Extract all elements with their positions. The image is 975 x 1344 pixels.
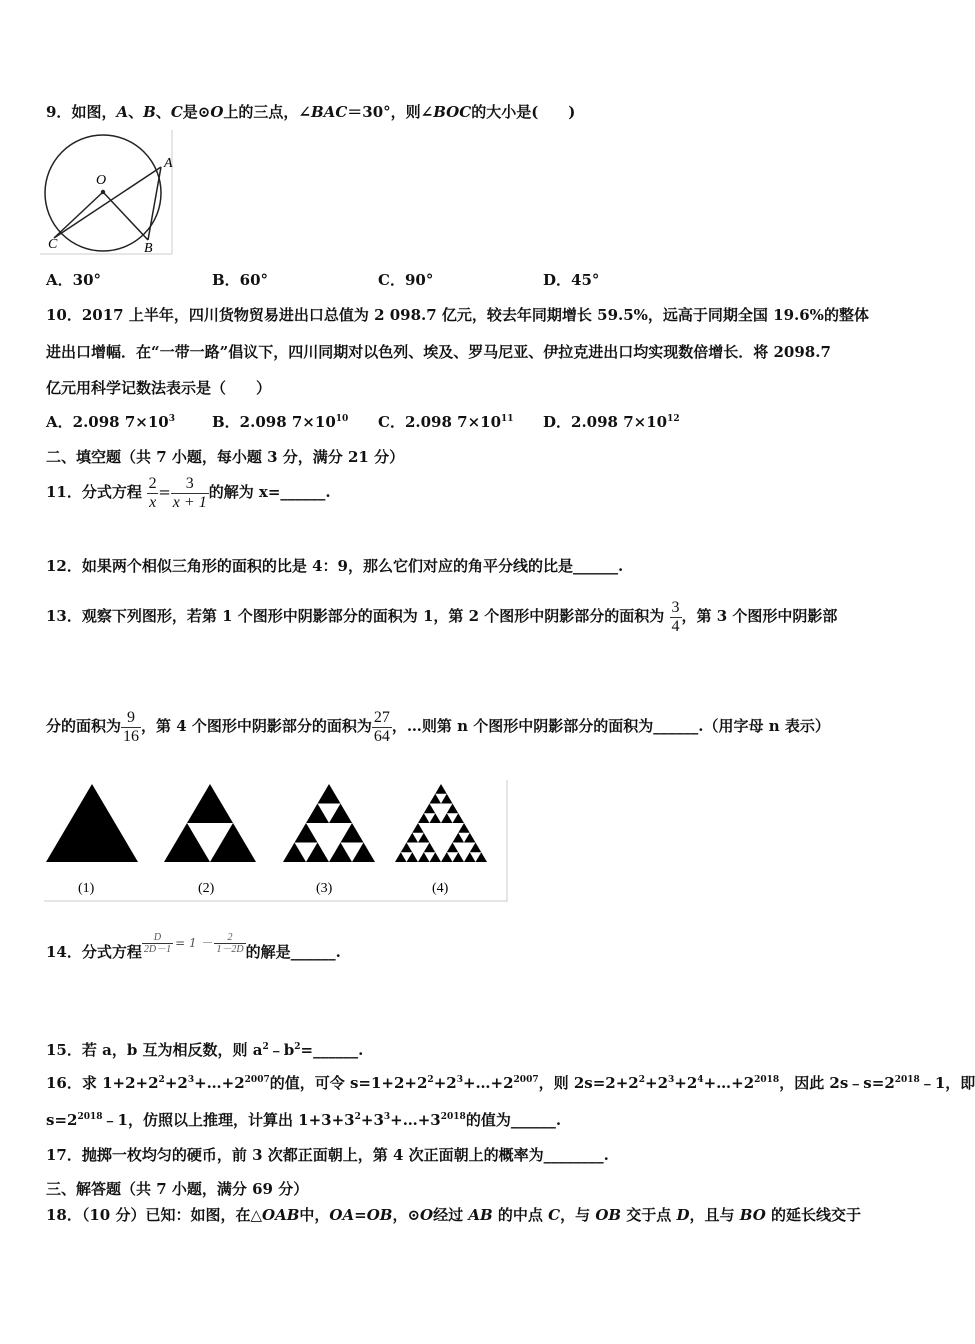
question-18: 18．（10 分）已知：如图，在△OAB中，OA=OB，⊙O经过 AB 的中点 C，与 OB 交于点 D，且与 BO 的延长线交于 xyxy=(46,1206,862,1224)
q11-rhs-fraction: $\frac{3}{x + 1}$ xyxy=(172,474,207,511)
q10-option-b: B．2.098 $7\times 10^{10}$ xyxy=(212,413,349,431)
label-B: B xyxy=(144,241,153,256)
section-2-heading: 二、填空题（共 7 小题，每小题 3 分，满分 21 分） xyxy=(46,448,405,466)
label-O: O xyxy=(96,173,107,188)
question-10-line3: 亿元用科学记数法表示是（ ） xyxy=(46,379,272,397)
q13-fraction-3-4: $\frac{3}{4}$ xyxy=(671,598,680,635)
q13-fraction-27-64: $\frac{27}{64}$ xyxy=(373,708,390,745)
caption-4: (4) xyxy=(432,881,449,896)
question-9-stem: 9．如图，A、B、C是⊙O上的三点，∠BAC＝30°，则∠BOC的大小是( ) xyxy=(46,103,576,121)
question-16-line1: 16．求 $1+2+2^2+2^3+\dots+2^{2007}$的值，可令 $s=1+2+2^2+2^3+\dots+2^{2007}$，则 $2s=2+2^2+2^3+2^4+\dots+2^{2018}$，因此 $2s﹣s=2^{2018}﹣1$，即 xyxy=(46,1074,975,1092)
question-17: 17．抛掷一枚均匀的硬币，前 3 次都正面朝上，第 4 次正面朝上的概率为________. xyxy=(46,1146,609,1164)
question-12: 12．如果两个相似三角形的面积的比是 4：9，那么它们对应的角平分线的比是______. xyxy=(46,557,624,575)
q9-option-b: B．60° xyxy=(212,271,269,289)
question-16-line2: $s=2^{2018}﹣1$，仿照以上推理，计算出 $1+3+3^2+3^3+\dots+3^{2018}$的值为______. xyxy=(46,1111,562,1129)
caption-1: (1) xyxy=(78,881,95,896)
circle-diagram xyxy=(40,130,180,255)
q11-lhs-fraction: $\frac{2}{x}$ xyxy=(148,474,157,511)
question-13-line2: 分的面积为 $\frac{9}{16}$ ，第 4 个图形中阴影部分的面积为 $\frac{27}{64}$ ，…则第 n 个图形中阴影部分的面积为______.（用字母 n 表示） xyxy=(46,708,830,745)
question-14: 14．分式方程 $\frac{D}{2D-1}$ = 1 － $\frac{2}{1-2D}$ 的解是______. xyxy=(46,931,341,961)
q9-option-d: D．45° xyxy=(543,271,600,289)
label-C: C xyxy=(48,237,58,252)
q14-lhs-fraction: $\frac{D}{2D-1}$ xyxy=(143,931,172,955)
q14-rhs-fraction: $\frac{2}{1-2D}$ xyxy=(216,931,244,955)
q10-option-c: C．2.098 $7\times 10^{11}$ xyxy=(378,413,514,431)
q10-option-d: D．2.098 $7\times 10^{12}$ xyxy=(543,413,680,431)
question-15: 15．若 a，b 互为相反数，则 $a^2﹣b^2=\_\_\_\_\_\_$. xyxy=(46,1041,364,1059)
label-A: A xyxy=(164,156,173,171)
q9-option-a: A．30° xyxy=(46,271,102,289)
question-11: 11．分式方程 $\frac{2}{x}$ = $\frac{3}{x + 1}$ 的解为 x=______. xyxy=(46,474,331,511)
caption-3: (3) xyxy=(316,881,333,896)
question-10-line2: 进出口增幅．在“一带一路”倡议下，四川同期对以色列、埃及、罗马尼亚、伊拉克进出口均实现数倍增长．将 2098.7 xyxy=(46,343,831,361)
q9-option-c: C．90° xyxy=(378,271,434,289)
question-10-line1: 10．2017 上半年，四川货物贸易进出口总值为 2 098.7 亿元，较去年同期增长 59.5%，远高于同期全国 19.6%的整体 xyxy=(46,306,869,324)
q10-option-a: A．2.098 $7\times 10^3$ xyxy=(46,413,175,431)
question-13-line1: 13．观察下列图形，若第 1 个图形中阴影部分的面积为 1，第 2 个图形中阴影部分的面积为 $\frac{3}{4}$ ，第 3 个图形中阴影部 xyxy=(46,598,838,635)
caption-2: (2) xyxy=(198,881,215,896)
section-3-heading: 三、解答题（共 7 小题，满分 69 分） xyxy=(46,1180,309,1198)
sierpinski-figures xyxy=(44,780,508,902)
q13-fraction-9-16: $\frac{9}{16}$ xyxy=(123,708,140,745)
